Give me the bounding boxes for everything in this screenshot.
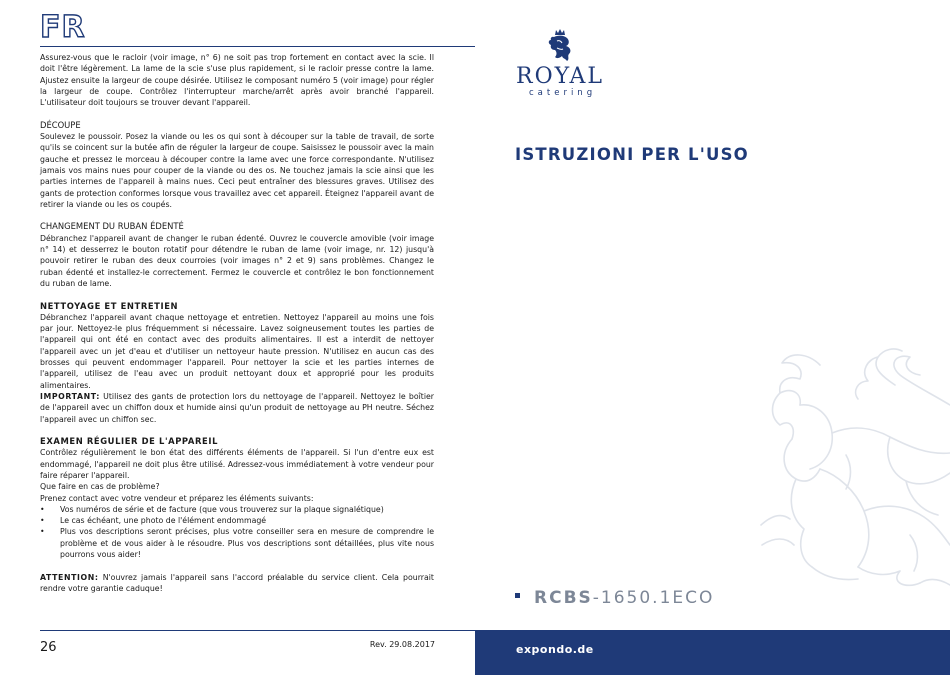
- probleme-question: Que faire en cas de problème?: [40, 482, 160, 492]
- footer-rule: [40, 630, 475, 631]
- attention-label: ATTENTION:: [40, 572, 99, 582]
- examen-paragraph: Contrôlez régulièrement le bon état des différents éléments de l'appareil. Si l'un d'entre eux est endommagé, l'appareil ne doit plus être utilisé. Adressez-vous immédiatement à votre vendeur pour faire réparer l'appareil.: [40, 448, 434, 480]
- website-url: expondo.de: [516, 643, 594, 656]
- intro-paragraph: Assurez-vous que le racloir (voir image, n° 6) ne soit pas trop fortement en contact avec la scie. Il doit l'être légèrement. La lame de la scie s'use plus rapidement, si le racloir presse contre la lame. Ajustez ensuite la largeur de coupe désirée. Utilisez le composant numéro 5 (voir image) pour régler la largeur de coupe. Contrôlez l'interrupteur marche/arrêt après avoir branché l'appareil. L'utilisateur doit toujours se trouver devant l'appareil.: [40, 53, 434, 108]
- header-rule: [40, 46, 475, 47]
- model-number: [515, 588, 714, 608]
- section-heading-nettoyage: NETTOYAGE ET ENTRETIEN: [40, 300, 179, 311]
- footer-bar: [475, 630, 950, 675]
- important-text: Utilisez des gants de protection lors du nettoyage de l'appareil. Nettoyez le boîtier de l'appareil avec un chiffon doux et humide ainsi qu'un produit de nettoyage au PH neutre. Séchez l'appareil avec un chiffon sec.: [40, 391, 434, 424]
- manual-content: [40, 52, 434, 594]
- brand-name: ROYAL: [516, 64, 604, 89]
- revision-date: Rev. 29.08.2017: [369, 640, 435, 649]
- ruban-paragraph: Débranchez l'appareil avant de changer le ruban édenté. Ouvrez le couvercle amovible (voir image n° 14) et desserrez le bouton rotatif pour détendre le ruban de lame (voir image, nr. 12) jusqu'à pouvoir retirer le ruban des deux courroies (voir images n° 2 et 9) sans problèmes. Changez le ruban édenté et installez-le correctement. Fermez le couvercle et contrôlez le bon fonctionnement du ruban de lame.: [40, 233, 434, 288]
- important-paragraph: [40, 391, 434, 425]
- section-heading-examen: EXAMEN RÉGULIER DE L'APPAREIL: [40, 436, 219, 447]
- section-heading-ruban: CHANGEMENT DU RUBAN ÉDENTÉ: [40, 221, 184, 232]
- decoupe-paragraph: Soulevez le poussoir. Posez la viande ou les os qui sont à découper sur la table de travail, de sorte qu'ils se coincent sur la butée afin de réguler la largeur de coupe. Saisissez le poussoir avec la main gauche et pressez le morceau à découper contre la lame avec une force correspondante. N'utilisez jamais vos mains nues pour couper de la viande ou des os. Ne touchez jamais la scie ainsi que les parties internes de l'appareil à mains nues. Ceci peut entraîner des blessures graves. Utilisez des gants de protection conformes lorsque vous travaillez avec cet appareil. Éteignez l'appareil avant de retirer la viande ou les os coupés.: [40, 132, 435, 209]
- right-page: [475, 0, 950, 675]
- page-number: 26: [40, 640, 57, 655]
- important-label: IMPORTANT:: [40, 391, 100, 401]
- model-suffix: -1650.1ECO: [592, 588, 715, 608]
- brand-subtitle: catering: [529, 88, 597, 98]
- model-prefix: RCBS: [534, 588, 593, 608]
- language-code: FR: [40, 10, 86, 45]
- attention-text: N'ouvrez jamais l'appareil sans l'accord préalable du service client. Cela pourrait rendre votre garantie caduque!: [40, 572, 434, 593]
- brand-logo: [515, 28, 605, 98]
- document-title: ISTRUZIONI PER L'USO: [515, 145, 749, 164]
- lion-outline-icon: [760, 345, 950, 590]
- list-item: • Le cas échéant, une photo de l'élément endommagé: [40, 515, 434, 526]
- nettoyage-paragraph: Débranchez l'appareil avant chaque nettoyage et entretien. Nettoyez l'appareil au moins une fois par jour. Nettoyez-le plus fréquemment si nécessaire. Lavez soigneusement toutes les parties de l'appareil qui ont été en contact avec des produits alimentaires. Il est a interdit de nettoyer l'appareil avec un jet d'eau et d'utiliser un nettoyeur haute pression. N'utilisez en aucun cas des brosses qui peuvent endommager l'appareil. Pour nettoyer la scie et les parties internes de l'appareil, utilisez de l'eau avec un produit nettoyant doux et approprié pour les produits alimentaires.: [40, 312, 434, 390]
- list-item: • Vos numéros de série et de facture (que vous trouverez sur la plaque signalétique): [40, 504, 434, 515]
- list-item: • Plus vos descriptions seront précises, plus votre conseiller sera en mesure de comprendre le problème et de vous aider à le résoudre. Plus vos descriptions sont détaillées, plus vite nous pourrons vous aider!: [40, 526, 434, 560]
- checklist: [40, 504, 434, 560]
- bullet-square-icon: [515, 593, 520, 598]
- attention-paragraph: [40, 572, 434, 595]
- royal-lion-crest-icon: [545, 28, 575, 62]
- section-heading-decoupe: DÉCOUPE: [40, 119, 81, 130]
- prenez-contact-text: Prenez contact avec votre vendeur et préparez les éléments suivants:: [40, 493, 314, 503]
